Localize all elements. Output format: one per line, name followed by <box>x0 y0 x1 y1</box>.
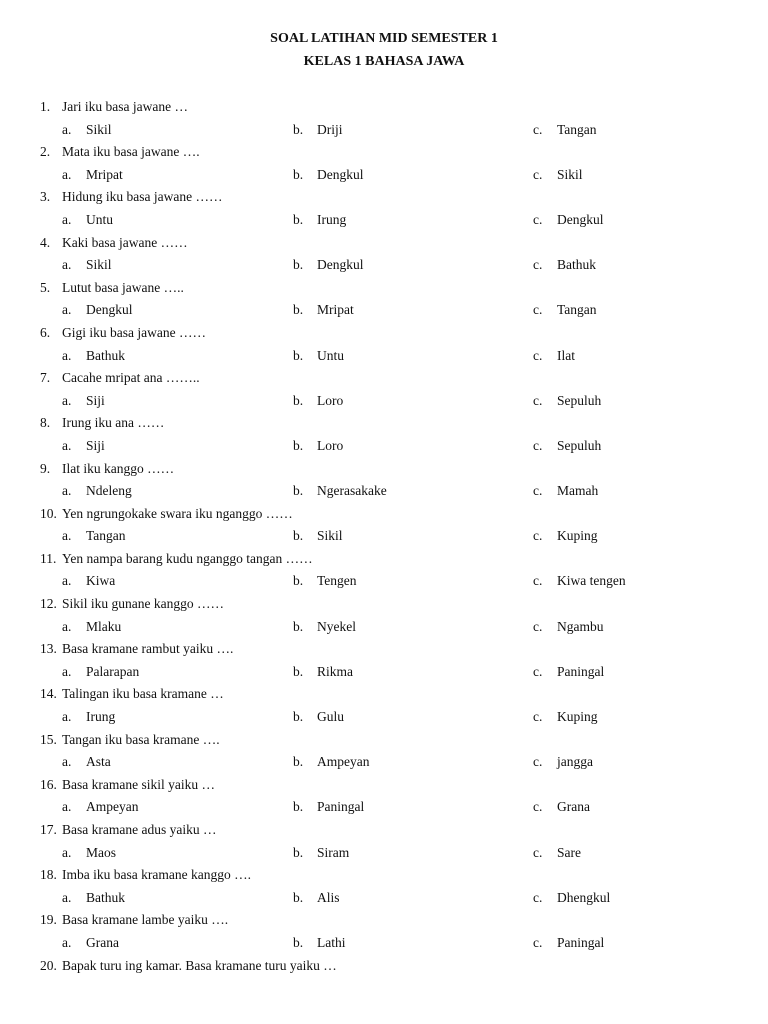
document-subtitle: KELAS 1 BAHASA JAWA <box>303 54 465 69</box>
option-letter: b. <box>293 844 304 860</box>
option-text: Mlaku <box>86 618 122 634</box>
option-letter: c. <box>533 618 543 634</box>
option-letter: c. <box>533 211 543 227</box>
question-number: 14. <box>40 686 57 702</box>
option-b <box>293 122 343 138</box>
option-b <box>293 393 343 409</box>
option-c <box>533 438 601 454</box>
question-12 <box>0 596 768 619</box>
option-a <box>62 438 105 454</box>
question-13 <box>0 641 768 664</box>
option-a <box>62 573 115 589</box>
option-text: Dengkul <box>86 302 133 318</box>
options-row <box>0 935 768 958</box>
option-a <box>62 483 132 499</box>
option-letter: b. <box>293 709 304 725</box>
option-letter: a. <box>62 302 72 318</box>
option-text: Alis <box>317 889 340 905</box>
option-c <box>533 845 581 861</box>
question-text: Yen nampa barang kudu nganggo tangan …… <box>62 550 313 566</box>
option-a <box>62 528 126 544</box>
option-a <box>62 393 105 409</box>
option-a <box>62 619 121 635</box>
option-letter: b. <box>293 663 304 679</box>
option-text: Sikil <box>557 166 583 182</box>
option-letter: a. <box>62 483 72 499</box>
option-text: Sikil <box>86 257 112 273</box>
option-letter: c. <box>533 121 543 137</box>
option-b <box>293 302 354 318</box>
option-b <box>293 167 364 183</box>
question-text: Hidung iku basa jawane …… <box>62 189 223 205</box>
question-number: 15. <box>40 731 57 747</box>
options-row <box>0 799 768 822</box>
option-letter: a. <box>62 934 72 950</box>
options-row <box>0 167 768 190</box>
option-b <box>293 438 343 454</box>
option-text: Tangan <box>557 121 597 137</box>
option-letter: a. <box>62 437 72 453</box>
question-text: Jari iku basa jawane … <box>62 99 188 114</box>
question-14 <box>0 686 768 709</box>
question-text: Basa kramane sikil yaiku … <box>62 776 215 792</box>
option-letter: c. <box>533 166 543 182</box>
option-text: Kuping <box>557 709 598 725</box>
option-letter: a. <box>62 166 72 182</box>
options-row <box>0 348 768 371</box>
option-c <box>533 212 604 228</box>
option-letter: a. <box>62 889 72 905</box>
options-row <box>0 393 768 416</box>
option-c <box>533 302 597 318</box>
option-text: Maos <box>86 844 116 860</box>
question-10 <box>0 506 768 529</box>
option-text: Ilat <box>557 347 575 363</box>
option-text: Grana <box>86 934 119 950</box>
option-letter: b. <box>293 483 304 499</box>
question-1 <box>0 99 768 122</box>
option-text: Untu <box>317 347 344 363</box>
option-letter: c. <box>533 392 543 408</box>
question-text: Mata iku basa jawane …. <box>62 144 200 160</box>
options-row <box>0 709 768 732</box>
option-a <box>62 167 123 183</box>
options-row <box>0 664 768 687</box>
option-c <box>533 935 604 951</box>
question-text: Lutut basa jawane ….. <box>62 279 184 295</box>
option-letter: b. <box>293 392 304 408</box>
options-row <box>0 619 768 642</box>
option-c <box>533 709 598 725</box>
option-text: Bathuk <box>86 347 125 363</box>
option-text: Ngerasakake <box>317 483 387 499</box>
option-letter: c. <box>533 663 543 679</box>
question-number: 5. <box>40 279 51 295</box>
option-text: Grana <box>557 799 590 815</box>
option-b <box>293 528 343 544</box>
options-row <box>0 845 768 868</box>
option-text: Ampeyan <box>86 799 139 815</box>
option-letter: a. <box>62 121 72 137</box>
option-text: Rikma <box>317 663 353 679</box>
question-18 <box>0 867 768 890</box>
question-number: 3. <box>40 189 51 205</box>
question-5 <box>0 280 768 303</box>
option-letter: b. <box>293 166 304 182</box>
option-text: Paningal <box>557 934 605 950</box>
question-text: Imba iku basa kramane kanggo …. <box>62 867 251 883</box>
option-text: Sare <box>557 844 581 860</box>
option-c <box>533 573 626 589</box>
option-letter: c. <box>533 709 543 725</box>
option-text: Tangan <box>86 528 126 544</box>
question-text: Cacahe mripat ana …….. <box>62 370 200 386</box>
option-letter: c. <box>533 573 543 589</box>
question-number: 7. <box>40 370 51 386</box>
question-4 <box>0 235 768 258</box>
options-row <box>0 212 768 235</box>
question-16 <box>0 777 768 800</box>
option-a <box>62 212 113 228</box>
question-number: 1. <box>40 99 51 114</box>
option-letter: b. <box>293 889 304 905</box>
option-text: Siram <box>317 844 350 860</box>
option-text: Mamah <box>557 483 599 499</box>
option-b <box>293 890 340 906</box>
option-c <box>533 664 604 680</box>
option-text: Siji <box>86 437 105 453</box>
option-c <box>533 393 601 409</box>
options-row <box>0 483 768 506</box>
question-text: Irung iku ana …… <box>62 415 165 431</box>
option-a <box>62 799 138 815</box>
option-b <box>293 257 364 273</box>
option-text: Loro <box>317 392 344 408</box>
option-letter: b. <box>293 573 304 589</box>
options-row <box>0 438 768 461</box>
question-number: 11. <box>40 550 57 566</box>
option-a <box>62 302 133 318</box>
option-letter: b. <box>293 754 304 770</box>
question-15 <box>0 732 768 755</box>
question-8 <box>0 415 768 438</box>
question-text: Yen ngrungokake swara iku nganggo …… <box>62 505 293 521</box>
option-b <box>293 935 346 951</box>
option-letter: a. <box>62 799 72 815</box>
question-number: 19. <box>40 912 57 928</box>
options-row <box>0 528 768 551</box>
option-text: Irung <box>317 211 347 227</box>
option-text: Ngambu <box>557 618 604 634</box>
option-letter: c. <box>533 799 543 815</box>
question-text: Bapak turu ing kamar. Basa kramane turu yaiku … <box>62 957 337 973</box>
option-letter: a. <box>62 618 72 634</box>
option-b <box>293 799 364 815</box>
option-letter: b. <box>293 347 304 363</box>
option-text: Driji <box>317 121 343 137</box>
question-number: 2. <box>40 144 51 160</box>
option-text: Asta <box>86 754 111 770</box>
option-text: Kiwa <box>86 573 116 589</box>
option-c <box>533 619 604 635</box>
option-letter: b. <box>293 528 304 544</box>
option-a <box>62 935 119 951</box>
option-b <box>293 845 349 861</box>
option-text: Mripat <box>317 302 354 318</box>
option-text: Untu <box>86 211 113 227</box>
option-c <box>533 257 596 273</box>
question-number: 18. <box>40 867 57 883</box>
option-b <box>293 709 344 725</box>
question-number: 10. <box>40 505 57 521</box>
option-text: Dengkul <box>317 166 364 182</box>
question-number: 6. <box>40 324 51 340</box>
question-number: 4. <box>40 234 51 250</box>
question-text: Basa kramane adus yaiku … <box>62 822 217 837</box>
option-a <box>62 845 116 861</box>
option-text: Sikil <box>317 528 343 544</box>
option-a <box>62 348 125 364</box>
option-letter: c. <box>533 302 543 318</box>
question-19 <box>0 912 768 935</box>
option-letter: c. <box>533 889 543 905</box>
option-text: Dengkul <box>317 257 364 273</box>
option-letter: a. <box>62 844 72 860</box>
option-text: Ndeleng <box>86 483 132 499</box>
option-letter: c. <box>533 347 543 363</box>
question-text: Basa kramane lambe yaiku …. <box>62 912 229 928</box>
option-letter: a. <box>62 257 72 273</box>
option-text: Tangan <box>557 302 597 318</box>
option-letter: a. <box>62 709 72 725</box>
option-text: Kiwa tengen <box>557 573 626 589</box>
option-letter: c. <box>533 844 543 860</box>
option-c <box>533 167 583 183</box>
option-text: Kuping <box>557 528 598 544</box>
question-2 <box>0 144 768 167</box>
option-c <box>533 348 575 364</box>
option-letter: b. <box>293 799 304 815</box>
option-text: Irung <box>86 709 116 725</box>
option-b <box>293 483 387 499</box>
option-letter: c. <box>533 437 543 453</box>
option-letter: b. <box>293 257 304 273</box>
option-text: Paningal <box>317 799 365 815</box>
question-11 <box>0 551 768 574</box>
option-a <box>62 754 111 770</box>
option-letter: a. <box>62 211 72 227</box>
question-number: 8. <box>40 415 51 431</box>
option-b <box>293 754 369 770</box>
option-letter: c. <box>533 754 543 770</box>
option-text: Sikil <box>86 121 112 137</box>
option-b <box>293 348 344 364</box>
question-text: Talingan iku basa kramane … <box>62 686 224 702</box>
options-row <box>0 754 768 777</box>
option-letter: c. <box>533 483 543 499</box>
option-letter: a. <box>62 754 72 770</box>
option-text: Gulu <box>317 709 344 725</box>
question-7 <box>0 370 768 393</box>
question-9 <box>0 461 768 484</box>
option-letter: a. <box>62 392 72 408</box>
options-row <box>0 257 768 280</box>
option-letter: c. <box>533 528 543 544</box>
question-list <box>0 99 768 980</box>
options-row <box>0 302 768 325</box>
option-text: Loro <box>317 437 344 453</box>
document-title: SOAL LATIHAN MID SEMESTER 1 <box>270 31 498 46</box>
question-text: Sikil iku gunane kanggo …… <box>62 596 224 612</box>
question-number: 13. <box>40 641 57 657</box>
option-text: Bathuk <box>557 257 596 273</box>
option-b <box>293 573 357 589</box>
options-row <box>0 890 768 913</box>
option-c <box>533 890 610 906</box>
option-c <box>533 799 590 815</box>
option-c <box>533 754 593 770</box>
option-c <box>533 483 598 499</box>
question-number: 12. <box>40 596 57 612</box>
option-letter: a. <box>62 528 72 544</box>
option-letter: a. <box>62 663 72 679</box>
question-17 <box>0 822 768 845</box>
option-letter: a. <box>62 347 72 363</box>
option-letter: b. <box>293 121 304 137</box>
question-3 <box>0 189 768 212</box>
option-a <box>62 709 115 725</box>
option-text: Paningal <box>557 663 605 679</box>
option-text: Sepuluh <box>557 392 602 408</box>
option-a <box>62 257 112 273</box>
option-a <box>62 122 112 138</box>
option-letter: c. <box>533 934 543 950</box>
question-number: 9. <box>40 460 51 476</box>
option-text: Ampeyan <box>317 754 370 770</box>
question-text: Gigi iku basa jawane …… <box>62 324 206 340</box>
question-text: Kaki basa jawane …… <box>62 234 188 250</box>
option-c <box>533 528 598 544</box>
option-letter: b. <box>293 618 304 634</box>
option-b <box>293 619 356 635</box>
option-c <box>533 122 597 138</box>
question-number: 16. <box>40 776 57 792</box>
question-text: Ilat iku kanggo …… <box>62 460 175 476</box>
options-row <box>0 122 768 145</box>
option-text: Siji <box>86 392 105 408</box>
question-text: Tangan iku basa kramane …. <box>62 731 220 747</box>
option-text: Dhengkul <box>557 889 611 905</box>
option-letter: b. <box>293 437 304 453</box>
question-text: Basa kramane rambut yaiku …. <box>62 641 234 657</box>
option-text: Tengen <box>317 573 357 589</box>
option-letter: b. <box>293 211 304 227</box>
option-text: jangga <box>557 754 593 770</box>
option-text: Dengkul <box>557 211 604 227</box>
option-text: Lathi <box>317 934 346 950</box>
question-number: 20. <box>40 957 57 973</box>
question-number: 17. <box>40 822 57 837</box>
question-6 <box>0 325 768 348</box>
option-b <box>293 664 353 680</box>
option-letter: c. <box>533 257 543 273</box>
option-text: Sepuluh <box>557 437 602 453</box>
option-text: Bathuk <box>86 889 125 905</box>
option-a <box>62 890 125 906</box>
option-letter: b. <box>293 934 304 950</box>
option-a <box>62 664 139 680</box>
option-b <box>293 212 346 228</box>
option-text: Nyekel <box>317 618 356 634</box>
options-row <box>0 573 768 596</box>
option-letter: b. <box>293 302 304 318</box>
question-20 <box>0 958 768 981</box>
option-text: Palarapan <box>86 663 140 679</box>
option-text: Mripat <box>86 166 123 182</box>
option-letter: a. <box>62 573 72 589</box>
